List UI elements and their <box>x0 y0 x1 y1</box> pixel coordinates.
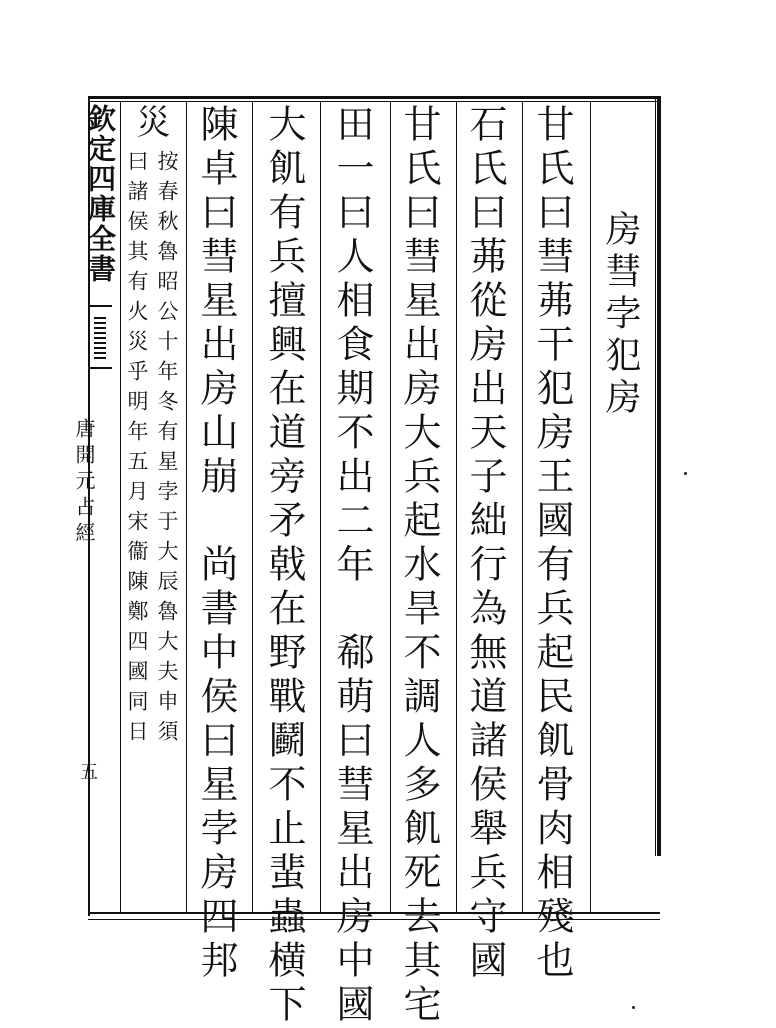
column-rule <box>186 102 187 912</box>
note-head-char: 災 <box>130 104 170 144</box>
text-column-6: 陳卓曰彗星出房山崩 尚書中侯曰星孛房四邦 <box>194 104 238 984</box>
text-column-4: 田一曰人相食期不出二年 郗萌曰彗星出房中國 <box>330 104 374 1028</box>
frame-top-border <box>88 96 660 102</box>
book-title: 欽定四庫全書 <box>84 104 117 284</box>
text-column-2: 石氏曰茀從房出天子絀行為無道諸侯舉兵守國 <box>463 104 507 984</box>
text-column-3: 甘氏曰彗星出房大兵起水旱不調人多飢死去其宅 <box>397 104 441 1028</box>
frame-bottom-border <box>88 912 660 920</box>
column-rule <box>252 102 253 912</box>
column-rule <box>120 102 121 912</box>
text-column-1: 甘氏曰彗茀干犯房王國有兵起民飢骨肉相殘也 <box>530 104 574 984</box>
fish-tail-ornament <box>90 305 112 369</box>
ink-speck <box>684 472 687 475</box>
page-number: 五 <box>77 762 98 780</box>
section-heading: 房彗孛犯房 <box>600 210 641 420</box>
column-rule <box>456 102 457 912</box>
text-column-5: 大飢有兵擅興在道旁矛戟在野戰鬬不止蜚蟲横下 <box>262 104 306 1028</box>
column-rule <box>390 102 391 912</box>
frame-right-border <box>655 96 661 856</box>
note-column-2: 曰諸侯其有火災乎明年五月宋衞陳鄭四國同日 <box>125 150 149 750</box>
ink-speck <box>632 1006 635 1009</box>
sub-title: 唐開元占經 <box>72 418 96 548</box>
column-rule <box>320 102 321 912</box>
note-column-1: 按春秋魯昭公十年冬有星孛于大辰魯大夫申須 <box>155 150 179 750</box>
column-rule <box>590 102 591 912</box>
column-rule <box>522 102 523 912</box>
